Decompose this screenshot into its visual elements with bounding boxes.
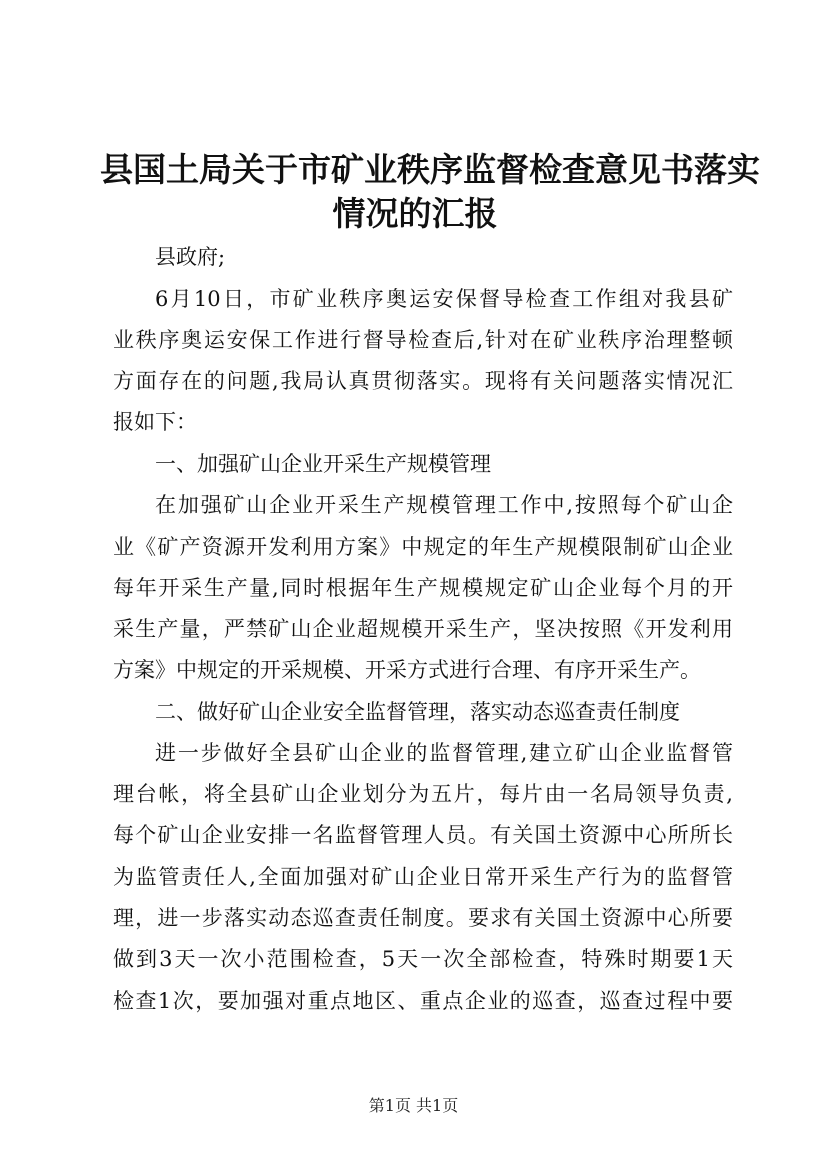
document-title-line-1: 县国土局关于市矿业秩序监督检查意见书落实 xyxy=(100,150,760,189)
paragraph-line: 进一步做好全县矿山企业的监督管理,建立矿山企业监督管 xyxy=(155,741,733,765)
paragraph-line: 采生产量，严禁矿山企业超规模开采生产，坚决按照《开发利用 xyxy=(113,617,733,641)
paragraph-line: 做到3天一次小范围检查，5天一次全部检查，特殊时期要1天 xyxy=(113,947,733,971)
paragraph-line: 检查1次，要加强对重点地区、重点企业的巡查，巡查过程中要 xyxy=(113,989,733,1013)
paragraph-line: 为监管责任人,全面加强对矿山企业日常开采生产行为的监督管 xyxy=(113,865,733,889)
paragraph-line: 方案》中规定的开采规模、开采方式进行合理、有序开采生产。 xyxy=(113,658,701,682)
paragraph-line: 业秩序奥运安保工作进行督导检查后,针对在矿业秩序治理整顿 xyxy=(113,328,733,352)
paragraph-line: 报如下： xyxy=(113,410,197,434)
page-number-footer: 第1页 共1页 xyxy=(368,1096,459,1115)
paragraph-line: 在加强矿山企业开采生产规模管理工作中,按照每个矿山企 xyxy=(155,493,733,517)
paragraph-line: 理台帐，将全县矿山企业划分为五片，每片由一名局领导负责, xyxy=(113,782,733,806)
paragraph-line: 6月10日，市矿业秩序奥运安保督导检查工作组对我县矿 xyxy=(155,287,733,311)
salutation: 县政府; xyxy=(155,245,226,269)
section-heading-2: 二、做好矿山企业安全监督管理，落实动态巡查责任制度 xyxy=(155,700,680,724)
paragraph-line: 方面存在的问题,我局认真贯彻落实。现将有关问题落实情况汇 xyxy=(113,369,733,393)
paragraph-line: 业《矿产资源开发利用方案》中规定的年生产规模限制矿山企业 xyxy=(113,535,733,559)
paragraph-line: 理，进一步落实动态巡查责任制度。要求有关国土资源中心所要 xyxy=(113,906,733,930)
section-heading-1: 一、加强矿山企业开采生产规模管理 xyxy=(155,452,491,476)
document-title-line-2: 情况的汇报 xyxy=(332,194,498,233)
paragraph-line: 每年开采生产量,同时根据年生产规模规定矿山企业每个月的开 xyxy=(113,576,733,600)
paragraph-line: 每个矿山企业安排一名监督管理人员。有关国土资源中心所所长 xyxy=(113,823,733,847)
